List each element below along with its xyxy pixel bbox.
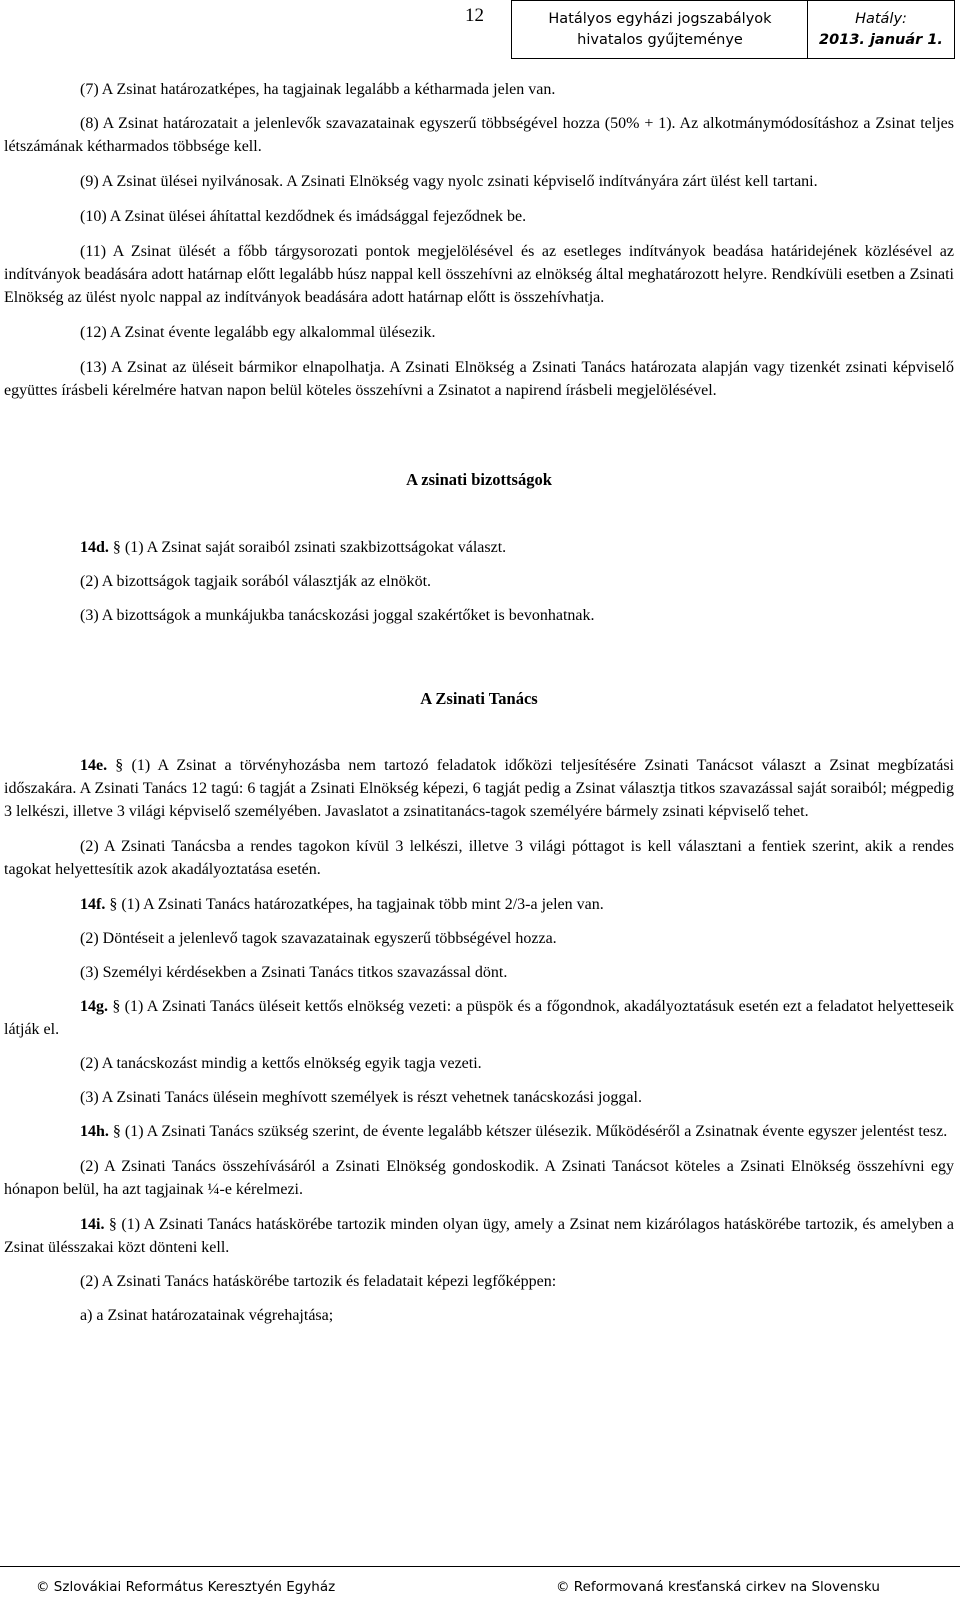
section-14i-para-2: (2) A Zsinati Tanács hatáskörébe tartozik és feladatait képezi legfőképpen: — [80, 1273, 557, 1290]
section-text: § (1) A Zsinati Tanács szükség szerint, de évente legalább kétszer ülésezik. Működéséről a Zsinatnak évente egyszer jelentést tesz. — [108, 1123, 948, 1140]
footer-copyright-sk: © Reformovaná kresťanská cirkev na Slovensku — [556, 1579, 880, 1595]
section-14e-para-2: (2) A Zsinati Tanácsba a rendes tagokon kívül 3 lelkészi, illetve 3 világi póttagot is kell választani a fentiek szerint, akik a rendes tagokat helyettesítik azok akadályoztatása esetén. — [4, 838, 954, 878]
paragraph-10: (10) A Zsinat ülései áhítattal kezdődnek és imádsággal fejeződnek be. — [80, 208, 527, 225]
section-heading-committees: A zsinati bizottságok — [406, 470, 552, 489]
paragraph-12: (12) A Zsinat évente legalább egy alkalommal ülésezik. — [80, 324, 436, 341]
section-text: § (1) A Zsinati Tanács határozatképes, ha tagjainak több mint 2/3-a jelen van. — [105, 896, 604, 913]
paragraph-8: (8) A Zsinat határozatait a jelenlevők szavazatainak egyszerű többségével hozza (50% + 1). Az alkotmánymódosításhoz a Zsinat teljes létszámának kétharmados többsége kell. — [4, 115, 954, 155]
section-14g-para-2: (2) A tanácskozást mindig a kettős elnökség egyik tagja vezeti. — [80, 1055, 482, 1072]
section-number: 14f. — [80, 896, 106, 913]
section-14f-para-1 — [4, 893, 954, 916]
section-number: 14i. — [80, 1216, 105, 1233]
paragraph-13: (13) A Zsinat az üléseit bármikor elnapolhatja. A Zsinati Elnökség a Zsinati Tanács határozata alapján vagy tizenkét zsinati képviselő együttes írásbeli kérelmére hatvan napon belül köteles összehívni a Zsinatot a napirend írásbeli megjelölésével. — [4, 359, 954, 399]
section-text: § (1) A Zsinati Tanács üléseit kettős elnökség vezeti: a püspök és a főgondnok, akadályoztatásuk esetén ezt a feladatot helyetteseik látják el. — [4, 998, 954, 1038]
paragraph-7: (7) A Zsinat határozatképes, ha tagjainak legalább a kétharmada jelen van. — [80, 81, 556, 98]
footer-copyright-hu: © Szlovákiai Református Keresztyén Egyház — [36, 1579, 336, 1595]
header-effect-date: 2013. január 1. — [819, 31, 943, 48]
section-14g-para-1 — [4, 995, 954, 1041]
section-number: 14e. — [80, 757, 108, 774]
page-footer — [0, 1566, 960, 1603]
header-effect-label: Hatály: — [855, 10, 907, 27]
section-14e-para-1 — [4, 754, 954, 823]
section-14h-para-1 — [4, 1120, 954, 1143]
section-14d-para-1 — [4, 536, 954, 559]
section-14d-para-3: (3) A bizottságok a munkájukba tanácskozási joggal szakértőket is bevonhatnak. — [80, 607, 595, 624]
section-14d-para-2: (2) A bizottságok tagjaik sorából választják az elnököt. — [80, 573, 432, 590]
section-number: 14d. — [80, 539, 109, 556]
section-number: 14g. — [80, 998, 108, 1015]
section-text: § (1) A Zsinat a törvényhozásba nem tartozó feladatok időközi teljesítésére Zsinati Tanácsot választ a Zsinat megbízatási időszakára. A Zsinati Tanács 12 tagú: 6 tagját a Zsinati Elnökség képezi, 6 tagját pedig a Zsinat választja titkos szavazással saját soraiból; mégpedig 3 lelkészi, illetve 3 világi képviselő személyében. Javaslatot a zsinatitanács-tagok személyére bármely zsinati képviselő tehet. — [4, 757, 954, 820]
section-text: § (1) A Zsinati Tanács hatáskörébe tartozik minden olyan ügy, amely a Zsinat nem kizárólagos hatáskörébe tartozik, és amelyben a Zsinat ülésszakai közt dönteni kell. — [4, 1216, 954, 1256]
section-14h-para-2: (2) A Zsinati Tanács összehívásáról a Zsinati Elnökség gondoskodik. A Zsinati Tanácsot köteles a Zsinati Elnökség összehívni egy hónapon belül, ha azt tagjainak ¼-e kérelmezi. — [4, 1158, 954, 1198]
header-title-line1: Hatályos egyházi jogszabályok — [548, 10, 772, 27]
page-number: 12 — [465, 5, 484, 26]
section-number: 14h. — [80, 1123, 109, 1140]
section-14f-para-2: (2) Döntéseit a jelenlevő tagok szavazatainak egyszerű többségével hozza. — [80, 930, 557, 947]
document-body — [4, 0, 954, 1327]
paragraph-9: (9) A Zsinat ülései nyilvánosak. A Zsinati Elnökség vagy nyolc zsinati képviselő indítványára zárt ülést kell tartani. — [80, 173, 818, 190]
section-heading-council: A Zsinati Tanács — [420, 689, 538, 708]
section-text: § (1) A Zsinat saját soraiból zsinati szakbizottságokat választ. — [108, 539, 507, 556]
section-14i-para-3: a) a Zsinat határozatainak végrehajtása; — [80, 1307, 334, 1324]
header-title-line2: hivatalos gyűjteménye — [577, 31, 743, 48]
section-14i-para-1 — [4, 1213, 954, 1259]
section-14g-para-3: (3) A Zsinati Tanács ülésein meghívott személyek is részt vehetnek tanácskozási joggal. — [80, 1089, 642, 1106]
paragraph-11: (11) A Zsinat ülését a főbb tárgysorozati pontok megjelölésével és az esetleges indítványok beadása határidejének közlésével az indítványok beadására adott határnap előtt legalább húsz nappal kell összehívni az elnökség által meghatározott helyre. Rendkívüli esetben a Zsinati Elnökség az ülést nyolc nappal az indítványok beadására adott határnap előtt is összehívhatja. — [4, 243, 954, 306]
section-14f-para-3: (3) Személyi kérdésekben a Zsinati Tanács titkos szavazással dönt. — [80, 964, 508, 981]
